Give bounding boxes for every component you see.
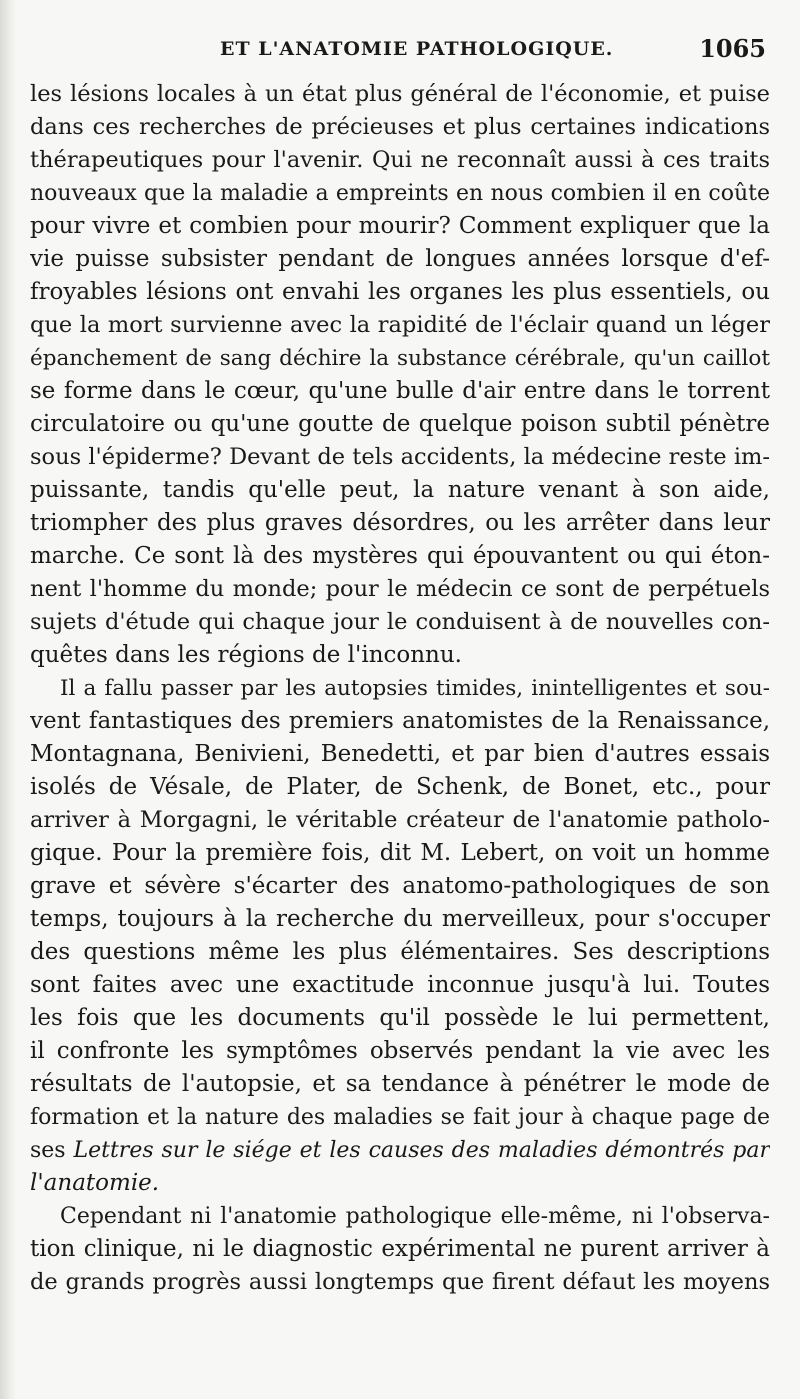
text-line: résultats de l'autopsie, et sa tendance à pénétrer le mode de (30, 1071, 770, 1097)
page-number: 1065 (699, 34, 766, 63)
text-line: froyables lésions ont envahi les organes les plus essentiels, ou (30, 279, 770, 305)
text-line: marche. Ce sont là des mystères qui épouvantent ou qui éton- (30, 543, 770, 569)
text-line: temps, toujours à la recherche du merveilleux, pour s'occuper (30, 906, 770, 932)
text-line: des questions même les plus élémentaires. Ses descriptions (30, 939, 770, 965)
text-line: arriver à Morgagni, le véritable créateur de l'anatomie patholo- (30, 807, 770, 833)
text-line: les fois que les documents qu'il possède le lui permettent, (30, 1005, 770, 1031)
text-line: nent l'homme du monde; pour le médecin ce sont de perpétuels (30, 576, 770, 602)
text-fragment: ses (30, 1138, 66, 1163)
text-line: triompher des plus graves désordres, ou les arrêter dans leur (30, 510, 770, 536)
page-header (30, 28, 770, 68)
text-line: dans ces recherches de précieuses et plus certaines indications (30, 114, 770, 140)
text-line: sont faites avec une exactitude inconnue jusqu'à lui. Toutes (30, 972, 770, 998)
body-text (30, 78, 770, 1299)
text-line: circulatoire ou qu'une goutte de quelque poison subtil pénètre (30, 411, 770, 437)
text-line: formation et la nature des maladies se fait jour à chaque page de (30, 1105, 770, 1130)
text-line: de grands progrès aussi longtemps que firent défaut les moyens (30, 1269, 770, 1295)
paragraph-start-line: Il a fallu passer par les autopsies timides, inintelligentes et sou- (60, 676, 770, 701)
text-line: puissante, tandis qu'elle peut, la nature venant à son aide, (30, 477, 770, 503)
paragraph-end-line: quêtes dans les régions de l'inconnu. (30, 642, 462, 668)
book-page (30, 28, 770, 1295)
text-line: thérapeutiques pour l'avenir. Qui ne reconnaît aussi à ces traits (30, 147, 770, 173)
text-line-with-title (30, 1134, 770, 1167)
text-line: que la mort survienne avec la rapidité de l'éclair quand un léger (30, 312, 770, 338)
text-line: épanchement de sang déchire la substance cérébrale, qu'un caillot (30, 346, 770, 371)
text-line: vie puisse subsister pendant de longues années lorsque d'ef- (30, 246, 770, 272)
text-line: Montagnana, Benivieni, Benedetti, et par bien d'autres essais (30, 741, 770, 767)
book-title-italic: Lettres sur le siége et les causes des maladies démontrés par (73, 1138, 770, 1163)
text-line: grave et sévère s'écarter des anatomo-pathologiques de son (30, 873, 770, 899)
text-line: sujets d'étude qui chaque jour le conduisent à de nouvelles con- (30, 609, 770, 635)
text-line: il confronte les symptômes observés pendant la vie avec les (30, 1038, 770, 1064)
text-line: tion clinique, ni le diagnostic expérimental ne purent arriver à (30, 1236, 770, 1262)
paragraph-start-line: Cependant ni l'anatomie pathologique elle-même, ni l'observa- (60, 1204, 770, 1229)
text-line: pour vivre et combien pour mourir? Comment expliquer que la (30, 213, 770, 239)
running-head: ET L'ANATOMIE PATHOLOGIQUE. (220, 38, 614, 60)
text-line: sous l'épiderme? Devant de tels accidents, la médecine reste im- (30, 444, 770, 470)
text-line: isolés de Vésale, de Plater, de Schenk, de Bonet, etc., pour (30, 774, 770, 800)
text-line: se forme dans le cœur, qu'une bulle d'air entre dans le torrent (30, 378, 770, 404)
text-line: les lésions locales à un état plus général de l'économie, et puise (30, 81, 770, 107)
page-gutter-shadow (0, 0, 16, 1399)
text-line: vent fantastiques des premiers anatomistes de la Renaissance, (30, 708, 770, 734)
book-title-italic-end: l'anatomie. (30, 1170, 160, 1196)
text-line: gique. Pour la première fois, dit M. Lebert, on voit un homme (30, 840, 770, 866)
text-line: nouveaux que la maladie a empreints en nous combien il en coûte (30, 181, 770, 206)
